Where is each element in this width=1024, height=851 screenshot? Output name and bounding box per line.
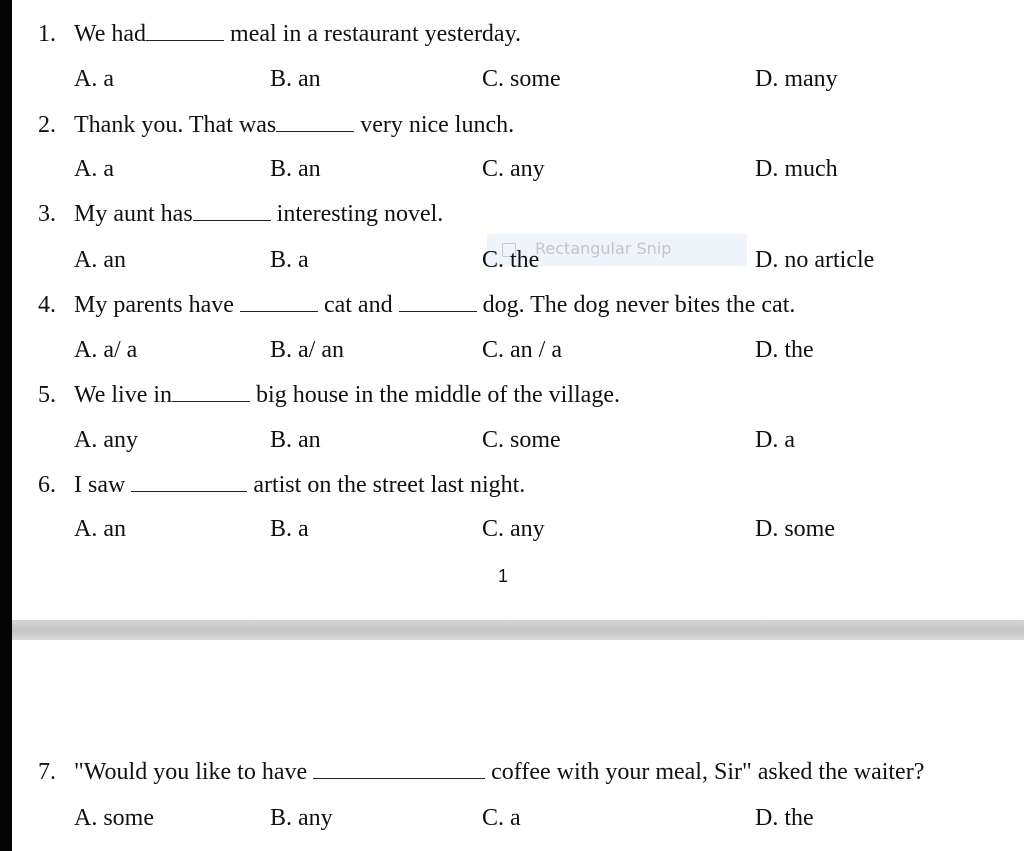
question-text: My aunt has interesting novel.	[74, 201, 444, 227]
document-page-2	[12, 640, 1024, 851]
page-separator	[12, 620, 1024, 640]
question-text: We live in big house in the middle of the village.	[74, 382, 620, 408]
option-b: B. any	[270, 805, 333, 831]
document-page-1	[12, 0, 1024, 620]
answer-blank	[146, 20, 224, 41]
option-c: C. some	[482, 66, 561, 92]
question-number: 6.	[38, 472, 56, 498]
answer-blank	[276, 111, 354, 132]
answer-blank	[172, 381, 250, 402]
answer-blank	[193, 200, 271, 221]
question-number: 7.	[38, 759, 56, 785]
option-a: A. a	[74, 66, 114, 92]
question-number: 3.	[38, 201, 56, 227]
option-a: A. an	[74, 247, 126, 273]
question-number: 5.	[38, 382, 56, 408]
option-b: B. an	[270, 427, 321, 453]
page-number: 1	[498, 566, 509, 586]
option-d: D. the	[755, 337, 814, 363]
option-d: D. much	[755, 156, 838, 182]
window-left-edge	[0, 0, 12, 851]
option-b: B. a	[270, 516, 309, 542]
question-text: "Would you like to have coffee with your meal, Sir" asked the waiter?	[74, 759, 925, 785]
question-number: 2.	[38, 112, 56, 138]
option-c: C. any	[482, 156, 545, 182]
question-text: I saw artist on the street last night.	[74, 472, 526, 498]
answer-blank	[240, 291, 318, 312]
option-a: A. any	[74, 427, 138, 453]
option-b: B. a/ an	[270, 337, 344, 363]
option-d: D. the	[755, 805, 814, 831]
answer-blank	[399, 291, 477, 312]
question-text: Thank you. That was very nice lunch.	[74, 112, 515, 138]
option-d: D. a	[755, 427, 795, 453]
answer-blank	[313, 758, 485, 779]
question-number: 1.	[38, 21, 56, 47]
question-text: My parents have cat and dog. The dog never bites the cat.	[74, 292, 796, 318]
option-b: B. an	[270, 156, 321, 182]
question-number: 4.	[38, 292, 56, 318]
option-d: D. some	[755, 516, 835, 542]
snip-label: Rectangular Snip	[535, 239, 672, 258]
option-d: D. no article	[755, 247, 875, 273]
option-a: A. a/ a	[74, 337, 138, 363]
option-c: C. some	[482, 427, 561, 453]
option-b: B. a	[270, 247, 309, 273]
option-c: C. a	[482, 805, 521, 831]
option-b: B. an	[270, 66, 321, 92]
option-d: D. many	[755, 66, 838, 92]
answer-blank	[131, 471, 247, 492]
option-c: C. any	[482, 516, 545, 542]
option-a: A. an	[74, 516, 126, 542]
option-c: C. an / a	[482, 337, 562, 363]
option-c: C. the	[482, 247, 540, 273]
question-text: We had meal in a restaurant yesterday.	[74, 21, 522, 47]
option-a: A. a	[74, 156, 114, 182]
option-a: A. some	[74, 805, 154, 831]
